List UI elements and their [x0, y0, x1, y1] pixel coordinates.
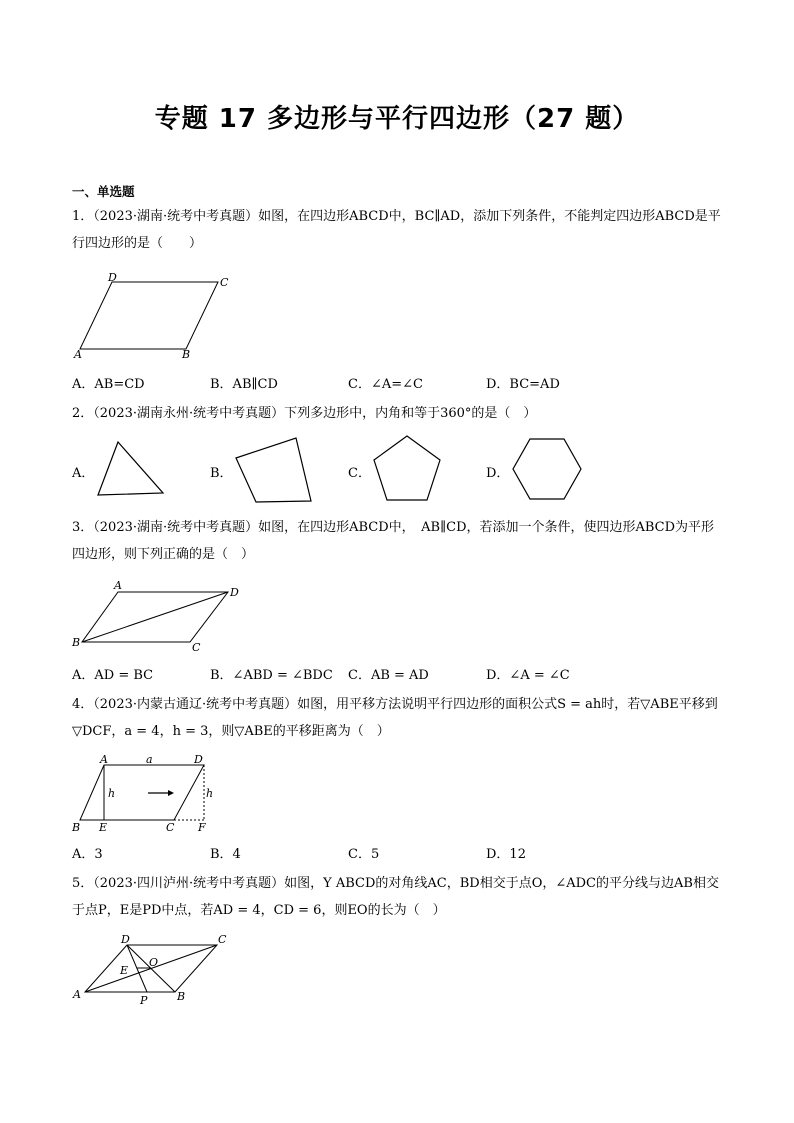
quadrilateral-shape: [234, 436, 316, 504]
q4-label-f: F: [198, 821, 206, 834]
q4-option-a[interactable]: A．3: [72, 847, 103, 862]
q1-label-a: A: [74, 348, 82, 361]
q4-label-h-left: h: [108, 787, 116, 800]
section-heading: 一、单选题: [72, 184, 135, 199]
question-2-text: 2．（2023·湖南永州·统考中考真题）下列多边形中，内角和等于360°的是（ ）: [72, 406, 537, 421]
q5-label-c: C: [218, 933, 227, 946]
question-5-figure: [72, 930, 237, 1010]
q5-label-p: P: [140, 994, 148, 1007]
q4-option-c[interactable]: C．5: [348, 847, 380, 862]
question-1-text: 1．（2023·湖南·统考中考真题）如图，在四边形ABCD中，BC∥AD，添加下列条件，不能判定四边形ABCD是平行四边形的是（ ）: [72, 209, 721, 251]
q2-option-a-label[interactable]: A．: [72, 466, 95, 481]
q1-option-a[interactable]: A．AB=CD: [72, 377, 145, 392]
q3-option-c[interactable]: C．AB = AD: [348, 668, 429, 683]
q1-label-c: C: [220, 276, 229, 289]
q3-option-d[interactable]: D．∠A = ∠C: [486, 668, 570, 683]
q3-label-b: B: [72, 636, 81, 649]
question-4-figure: [72, 755, 222, 837]
q3-label-c: C: [192, 641, 201, 654]
q4-option-b[interactable]: B．4: [210, 847, 241, 862]
q4-label-a: A: [100, 753, 108, 766]
q5-label-b: B: [177, 990, 186, 1003]
question-4-options: [72, 843, 724, 863]
q1-option-c[interactable]: C．∠A=∠C: [348, 377, 423, 392]
q3-option-b[interactable]: B．∠ABD = ∠BDC: [210, 668, 333, 683]
q4-label-h-right: h: [206, 787, 214, 800]
question-1-options: [72, 373, 724, 393]
q5-label-e: E: [120, 964, 129, 977]
q5-label-d: D: [121, 933, 130, 946]
q2-option-c-label[interactable]: C．: [348, 466, 371, 481]
q1-label-d: D: [108, 271, 117, 284]
q4-label-e: E: [99, 821, 108, 834]
q1-label-b: B: [182, 348, 191, 361]
question-4-text: 4．（2023·内蒙古通辽·统考中考真题）如图，用平移方法说明平行四边形的面积公式S = ah时，若▽ABE平移到▽DCF，a = 4，h = 3，则▽ABE的平移距离为（ ）: [72, 697, 718, 739]
q3-label-d: D: [230, 586, 239, 599]
triangle-shape: [96, 440, 166, 498]
q3-option-a[interactable]: A．AD = BC: [72, 668, 154, 683]
q4-option-d[interactable]: D．12: [486, 847, 526, 862]
question-3-options: [72, 664, 724, 684]
q2-option-b-label[interactable]: B．: [210, 466, 233, 481]
pentagon-shape: [372, 434, 444, 504]
q5-label-a: A: [73, 988, 81, 1001]
q4-label-c: C: [166, 821, 175, 834]
q2-option-d-label[interactable]: D．: [486, 466, 510, 481]
question-5-text: 5．（2023·四川泸州·统考中考真题）如图，Y ABCD的对角线AC，BD相交于点O，∠ADC的平分线与边AB相交于点P，E是PD中点，若AD = 4，CD = 6，则EO的长为（ ）: [72, 876, 719, 918]
hexagon-shape: [512, 437, 584, 501]
q5-label-o: O: [149, 956, 159, 969]
q3-label-a: A: [114, 579, 122, 592]
page-title: 专题 17 多边形与平行四边形（27 题）: [154, 104, 640, 134]
question-3-text: 3．（2023·湖南·统考中考真题）如图，在四边形ABCD中， AB∥CD，若添加一个条件，使四边形ABCD为平形四边形，则下列正确的是（ ）: [72, 520, 715, 562]
q1-option-b[interactable]: B．AB∥CD: [210, 377, 278, 392]
q4-label-b: B: [72, 821, 81, 834]
q1-option-d[interactable]: D．BC=AD: [486, 377, 560, 392]
q4-label-a-length: a: [146, 753, 153, 766]
question-3-figure: [72, 580, 242, 655]
question-1-figure: [72, 272, 232, 362]
q4-label-d: D: [194, 753, 203, 766]
